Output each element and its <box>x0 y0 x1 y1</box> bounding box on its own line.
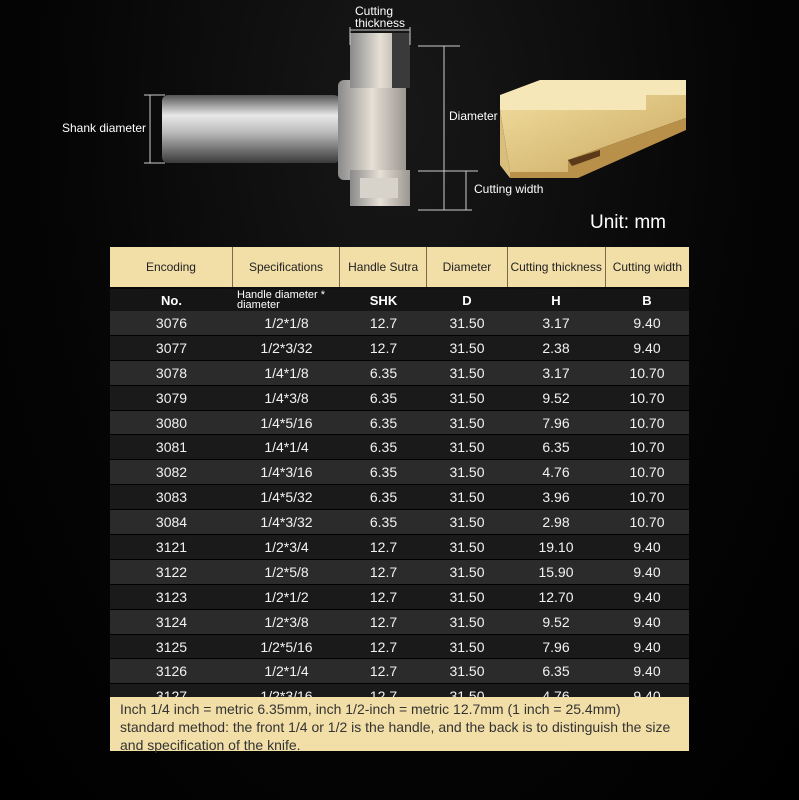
cell-shk: 6.35 <box>369 464 398 481</box>
cell-d: 31.50 <box>449 538 485 555</box>
cell-spec: 1/4*3/32 <box>260 514 313 531</box>
wood-sample <box>500 80 686 178</box>
cell-encoding: 3076 <box>155 314 188 331</box>
cell-spec: 1/4*3/8 <box>264 389 309 406</box>
table-row <box>110 485 689 510</box>
cell-d: 31.50 <box>449 663 485 680</box>
cell-h: 3.17 <box>542 364 570 381</box>
table-row <box>110 411 689 436</box>
cell-b: 9.40 <box>633 339 661 356</box>
cell-h: 2.98 <box>542 514 570 531</box>
table-row <box>110 386 689 411</box>
table-row <box>110 510 689 535</box>
cutting-width-label: Cutting width <box>474 182 544 196</box>
cell-b: 9.40 <box>633 538 661 555</box>
table-row <box>110 361 689 386</box>
cell-spec: 1/2*3/8 <box>264 613 309 630</box>
table-row <box>110 336 689 361</box>
cell-d: 31.50 <box>449 389 485 406</box>
cell-spec: 1/4*3/16 <box>260 464 313 481</box>
cell-spec: 1/2*1/2 <box>264 588 309 605</box>
cell-h: 19.10 <box>538 538 574 555</box>
cell-h: 9.52 <box>542 389 570 406</box>
cell-b: 9.40 <box>633 588 661 605</box>
cell-d: 31.50 <box>449 414 485 431</box>
header-handle: Handle Sutra <box>340 247 427 287</box>
cell-h: 3.17 <box>542 314 570 331</box>
cell-h: 6.35 <box>542 663 570 680</box>
cell-b: 10.70 <box>629 389 665 406</box>
unit-label: Unit: mm <box>590 212 666 233</box>
cutter-head <box>338 80 406 180</box>
cell-b: 10.70 <box>629 464 665 481</box>
cell-shk: 6.35 <box>369 489 398 506</box>
table-row <box>110 585 689 610</box>
cell-encoding: 3078 <box>155 364 188 381</box>
cell-shk: 6.35 <box>369 364 398 381</box>
cell-spec: 1/4*1/4 <box>264 439 309 456</box>
table-row <box>110 635 689 660</box>
cell-b: 10.70 <box>629 439 665 456</box>
cell-h: 7.96 <box>542 638 570 655</box>
cell-shk: 12.7 <box>369 538 398 555</box>
cell-spec: 1/4*5/16 <box>260 414 313 431</box>
cell-h: 3.96 <box>542 489 570 506</box>
header-cutting-width: Cutting width <box>612 260 683 274</box>
cell-b: 9.40 <box>633 638 661 655</box>
cell-encoding: 3124 <box>155 613 188 630</box>
cell-encoding: 3121 <box>155 538 188 555</box>
table-row <box>110 460 689 485</box>
cell-d: 31.50 <box>449 489 485 506</box>
cell-shk: 12.7 <box>369 638 398 655</box>
cell-shk: 12.7 <box>369 563 398 580</box>
cell-h: 15.90 <box>538 563 574 580</box>
spec-table <box>110 247 689 709</box>
subheader-d: D <box>462 292 472 308</box>
cell-shk: 6.35 <box>369 439 398 456</box>
cell-encoding: 3122 <box>155 563 188 580</box>
cell-b: 9.40 <box>633 314 661 331</box>
cell-spec: 1/4*1/8 <box>264 364 309 381</box>
cell-b: 10.70 <box>629 514 665 531</box>
header-cutting-thickness: Cutting thickness <box>508 247 606 287</box>
cell-spec: 1/2*3/32 <box>260 339 313 356</box>
subheader-spec-line1: Handle diameter * <box>237 289 326 301</box>
cell-d: 31.50 <box>449 464 485 481</box>
cell-b: 9.40 <box>633 613 661 630</box>
cell-shk: 6.35 <box>369 389 398 406</box>
cell-encoding: 3084 <box>155 514 188 531</box>
subheader-no: No. <box>161 292 182 308</box>
subheader-spec <box>233 289 340 311</box>
shank-diameter-label: Shank diameter <box>62 121 147 135</box>
header-diameter: Diameter <box>427 247 507 287</box>
cell-shk: 6.35 <box>369 514 398 531</box>
cell-spec: 1/2*1/8 <box>264 314 309 331</box>
cell-d: 31.50 <box>449 364 485 381</box>
cell-encoding: 3083 <box>155 489 188 506</box>
cell-spec: 1/2*5/8 <box>264 563 309 580</box>
cutting-thickness-label: Cutting thickness <box>355 4 406 30</box>
cell-encoding: 3077 <box>155 339 188 356</box>
cell-encoding: 3126 <box>155 663 188 680</box>
header-specifications: Specifications <box>233 247 340 287</box>
subheader-spec-line2: diameter <box>237 299 280 311</box>
subheader-h: H <box>551 292 561 308</box>
cell-encoding: 3123 <box>155 588 188 605</box>
cell-encoding: 3080 <box>155 414 188 431</box>
cell-b: 10.70 <box>629 414 665 431</box>
cell-h: 7.96 <box>542 414 570 431</box>
table-row <box>110 435 689 460</box>
cell-shk: 12.7 <box>369 588 398 605</box>
cell-b: 10.70 <box>629 364 665 381</box>
cell-shk: 12.7 <box>369 663 398 680</box>
cell-spec: 1/2*1/4 <box>264 663 309 680</box>
header-encoding: Encoding <box>110 247 233 287</box>
router-bit-diagram <box>0 0 799 240</box>
cell-spec: 1/2*3/4 <box>264 538 309 555</box>
cell-shk: 12.7 <box>369 613 398 630</box>
table-row <box>110 610 689 635</box>
cell-d: 31.50 <box>449 588 485 605</box>
cell-h: 9.52 <box>542 613 570 630</box>
diameter-label: Diameter <box>449 109 498 123</box>
cell-b: 9.40 <box>633 563 661 580</box>
table-row <box>110 560 689 585</box>
cell-spec: 1/2*5/16 <box>260 638 313 655</box>
subheader-b: B <box>642 292 652 308</box>
table-header <box>110 247 689 287</box>
cell-encoding: 3081 <box>155 439 188 456</box>
table-subheader <box>110 289 689 311</box>
cell-h: 2.38 <box>542 339 570 356</box>
cell-shk: 6.35 <box>369 414 398 431</box>
cell-d: 31.50 <box>449 613 485 630</box>
table-row <box>110 659 689 684</box>
table-row <box>110 535 689 560</box>
conversion-note: Inch 1/4 inch = metric 6.35mm, inch 1/2-inch = metric 12.7mm (1 inch = 25.4mm) standard method: the front 1/4 or 1/2 is the handle, and the back is to distinguish the size and specification of the knife. <box>110 697 689 751</box>
shank <box>162 95 340 163</box>
subheader-shk: SHK <box>369 292 398 308</box>
cell-d: 31.50 <box>449 314 485 331</box>
cell-spec: 1/4*5/32 <box>260 489 313 506</box>
cell-b: 9.40 <box>633 663 661 680</box>
cell-d: 31.50 <box>449 638 485 655</box>
cell-h: 12.70 <box>538 588 574 605</box>
cell-d: 31.50 <box>449 439 485 456</box>
cell-shk: 12.7 <box>369 314 398 331</box>
cell-encoding: 3082 <box>155 464 188 481</box>
cell-h: 6.35 <box>542 439 570 456</box>
table-row <box>110 311 689 336</box>
cell-encoding: 3125 <box>155 638 188 655</box>
cell-d: 31.50 <box>449 514 485 531</box>
cell-h: 4.76 <box>542 464 570 481</box>
cell-d: 31.50 <box>449 563 485 580</box>
table-body <box>110 311 689 709</box>
cell-encoding: 3079 <box>155 389 188 406</box>
cell-shk: 12.7 <box>369 339 398 356</box>
cell-b: 10.70 <box>629 489 665 506</box>
cell-d: 31.50 <box>449 339 485 356</box>
